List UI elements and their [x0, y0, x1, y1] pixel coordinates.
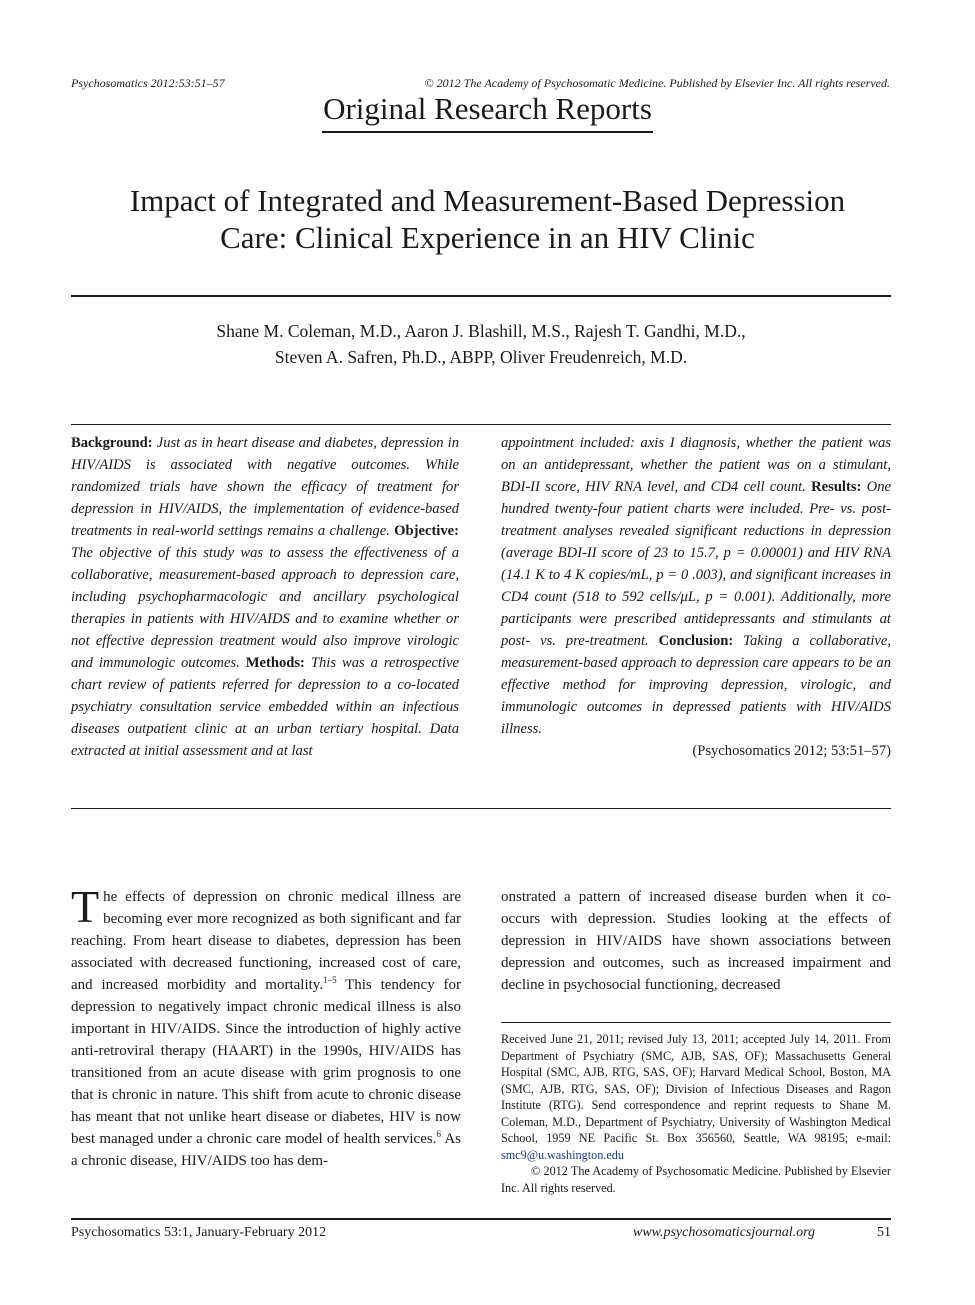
results-label: Results: — [811, 479, 862, 495]
reference-6[interactable]: 6 — [436, 1129, 441, 1139]
body-left-column — [71, 881, 462, 1172]
authors-line-1: Shane M. Coleman, M.D., Aaron J. Blashill, M.S., Rajesh T. Gandhi, M.D., — [216, 321, 746, 341]
abstract-bottom-divider — [71, 808, 891, 809]
received-info — [501, 1031, 891, 1163]
received-text: Received June 21, 2011; revised July 13, 2011; accepted July 14, 2011. From Department of Psychiatry (SMC, AJB, SAS, OF); Massachusetts General Hospital (SMC, AJB, RTG, SAS, OF); Harvard Medical School, Boston, MA (SMC, AJB, RTG, SAS, OF); Division of Infectious Diseases and Ragon Institute (RTG). Send correspondence and reprint requests to Shane M. Coleman, M.D., Department of Psychiatry, University of Washington Medical School, 1959 NE Pacific St. Box 356560, Seattle, WA 98195; e-mail: — [501, 1032, 891, 1145]
background-label: Background: — [71, 435, 153, 451]
results-text: One hundred twenty-four patient charts were included. Pre- vs. post-treatment analyses revealed significant reductions in depression (average BDI-II score of 23 to 15.7, p = 0.00001) and HIV RNA (14.1 K to 4 K copies/mL, p = 0 .003), and significant increases in CD4 count (518 to 592 cells/μL, p = 0.001). Additionally, more participants were prescribed antidepressants and stimulants at post- vs. pre-treatment. — [501, 479, 891, 649]
authors-line-2: Steven A. Safren, Ph.D., ABPP, Oliver Freudenreich, M.D. — [274, 347, 688, 367]
footnote-divider — [501, 1022, 891, 1023]
author-list — [71, 318, 891, 370]
conclusion-text: Taking a collaborative, measurement-based approach to depression care appears to be an effective method for improving depression, virologic, and immunologic outcomes in depressed patients with HIV/AIDS illness. — [501, 633, 892, 737]
objective-label: Objective: — [394, 523, 459, 539]
methods-text: This was a retrospective chart review of patients referred for depression to a co-located psychiatry consultation service embedded within an infectious diseases outpatient clinic at an urban tertiary hospital. Data extracted at initial assessment and at last — [71, 655, 459, 759]
header-copyright: © 2012 The Academy of Psychosomatic Medicine. Published by Elsevier Inc. All rights reserved. — [424, 76, 890, 90]
footer-journal-url[interactable]: www.psychosomaticsjournal.org — [633, 1225, 816, 1240]
abstract-right-column — [501, 432, 891, 762]
objective-text: The objective of this study was to assess the effectiveness of a collaborative, measurement-based approach to depression care, including psychopharmacologic and ancillary psychological therapies in patients with HIV/AIDS and to examine whether or not effective depression treatment would also improve virologic and immunologic outcomes. — [71, 545, 459, 671]
section-title-text: Original Research Reports — [322, 91, 653, 133]
journal-reference: Psychosomatics 2012:53:51–57 — [71, 76, 225, 90]
body-paragraph-3: As a chronic disease, HIV/AIDS too has dem- — [71, 1131, 462, 1169]
reference-1-5[interactable]: 1–5 — [323, 975, 337, 985]
body-paragraph-continued: onstrated a pattern of increased disease burden when it co-occurs with depression. Studies looking at the effects of depression in HIV/AIDS have shown associations between depression and outcomes, such as increased impairment and decline in psychosocial functioning, decreased — [501, 889, 891, 993]
section-title — [0, 91, 975, 133]
article-title-line-1: Impact of Integrated and Measurement-Based Depression — [129, 183, 846, 218]
drop-cap: T — [71, 881, 100, 932]
article-footnote — [501, 1031, 891, 1196]
article-title — [90, 182, 885, 256]
abstract-citation: (Psychosomatics 2012; 53:51–57) — [692, 743, 891, 759]
article-title-line-2: Care: Clinical Experience in an HIV Clinic — [220, 220, 755, 255]
footer-issue: Psychosomatics 53:1, January-February 2012 — [71, 1225, 327, 1240]
body-right-column — [501, 886, 891, 996]
title-divider — [71, 295, 891, 297]
methods-label: Methods: — [245, 655, 305, 671]
methods-text-continued: appointment included: axis I diagnosis, whether the patient was on an antidepressant, whether the patient was on a stimulant, BDI-II score, HIV RNA level, and CD4 cell count. — [501, 435, 891, 495]
conclusion-label: Conclusion: — [658, 633, 734, 649]
correspondence-email[interactable]: smc9@u.washington.edu — [501, 1147, 624, 1162]
body-paragraph-2: This tendency for depression to negatively impact chronic medical illness is also important in HIV/AIDS. Since the introduction of highly active anti-retroviral therapy (HAART) in the 1990s, HIV/AIDS has transitioned from an acute disease with grim prognosis to one that is chronic in nature. This shift from acute to chronic disease has meant that not unlike heart disease or diabetes, HIV is now best managed under a chronic care model of health services. — [71, 977, 461, 1147]
footnote-copyright: © 2012 The Academy of Psychosomatic Medicine. Published by Elsevier Inc. All rights reserved. — [501, 1164, 891, 1195]
body-paragraph-1: he effects of depression on chronic medical illness are becoming ever more recognized as both significant and far reaching. From heart disease to diabetes, depression has been associated with decreased functioning, increased cost of care, and increased morbidity and mortality. — [71, 889, 461, 993]
abstract-left-column — [71, 432, 459, 762]
footer-divider — [71, 1218, 891, 1220]
background-text: Just as in heart disease and diabetes, depression in HIV/AIDS is associated with negative outcomes. While randomized trials have shown the efficacy of treatment for depression in HIV/AIDS, the implementation of evidence-based treatments in real-world settings remains a challenge. — [71, 435, 459, 539]
abstract-top-divider — [71, 424, 891, 425]
page-number: 51 — [877, 1225, 891, 1240]
